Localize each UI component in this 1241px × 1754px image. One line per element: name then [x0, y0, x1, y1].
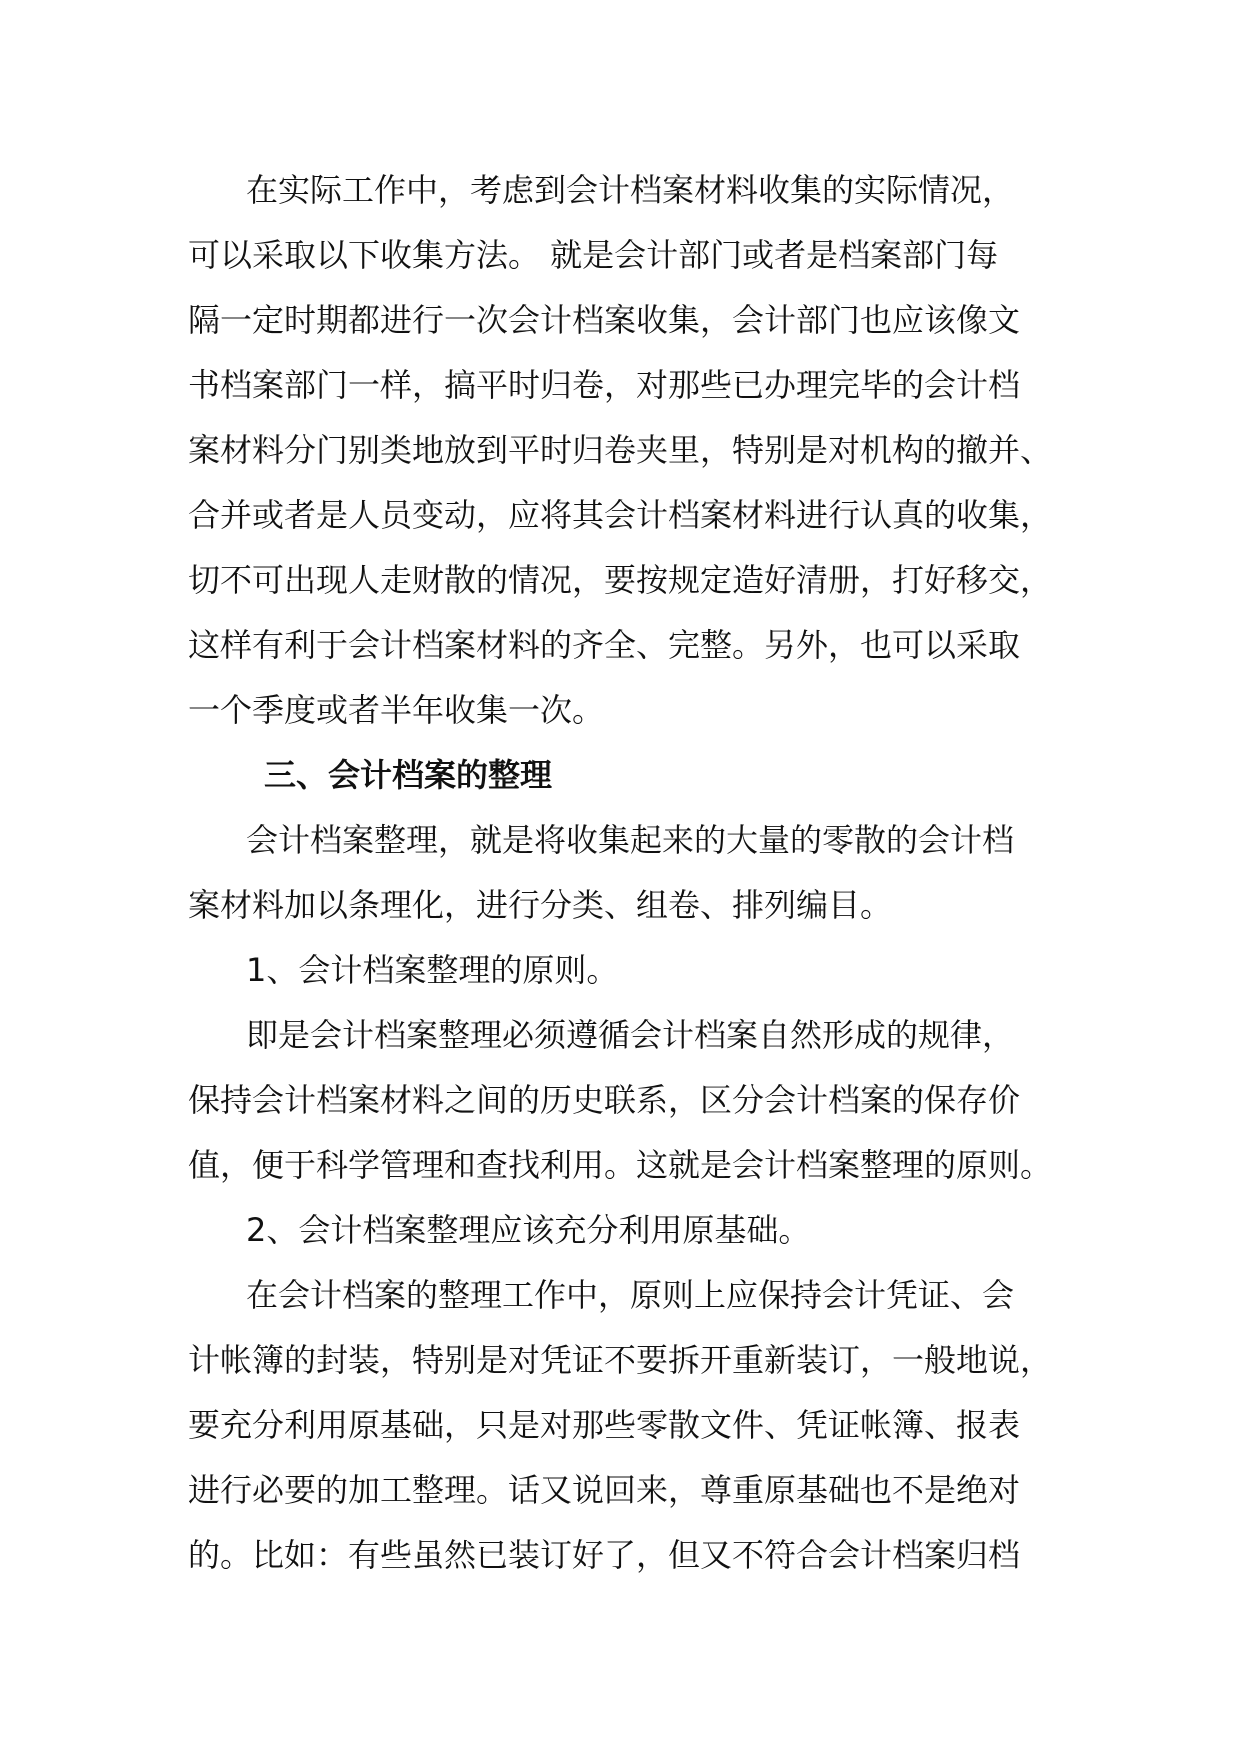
paragraph-line: 隔一定时期都进行一次会计档案收集，会计部门也应该像文	[188, 301, 1021, 339]
paragraph-line: 切不可出现人走财散的情况，要按规定造好清册，打好移交，	[188, 561, 1053, 599]
paragraph-line: 值，便于科学管理和查找利用。这就是会计档案整理的原则。	[188, 1146, 1053, 1184]
paragraph-line: 书档案部门一样，搞平时归卷，对那些已办理完毕的会计档	[188, 366, 1021, 404]
subheading-line: 1、会计档案整理的原则。	[246, 951, 619, 989]
paragraph-line: 的。比如：有些虽然已装订好了，但又不符合会计档案归档	[188, 1536, 1021, 1574]
document-body	[188, 158, 1066, 1588]
paragraph-line: 会计档案整理，就是将收集起来的大量的零散的会计档	[246, 821, 1015, 859]
paragraph-line: 可以采取以下收集方法。 就是会计部门或者是档案部门每	[188, 236, 999, 274]
paragraph-line: 计帐簿的封装，特别是对凭证不要拆开重新装订，一般地说，	[188, 1341, 1053, 1379]
paragraph-line: 这样有利于会计档案材料的齐全、完整。另外，也可以采取	[188, 626, 1021, 664]
paragraph-line: 进行必要的加工整理。话又说回来，尊重原基础也不是绝对	[188, 1471, 1021, 1509]
paragraph-line: 合并或者是人员变动，应将其会计档案材料进行认真的收集，	[188, 496, 1053, 534]
paragraph-line: 在会计档案的整理工作中，原则上应保持会计凭证、会	[246, 1276, 1015, 1314]
paragraph-line: 一个季度或者半年收集一次。	[188, 691, 605, 729]
paragraph-line: 案材料加以条理化，进行分类、组卷、排列编目。	[188, 886, 893, 924]
paragraph-line: 要充分利用原基础，只是对那些零散文件、凭证帐簿、报表	[188, 1406, 1021, 1444]
paragraph-line: 在实际工作中，考虑到会计档案材料收集的实际情况，	[246, 171, 1015, 209]
paragraph-line: 即是会计档案整理必须遵循会计档案自然形成的规律，	[246, 1016, 1015, 1054]
section-heading: 三、会计档案的整理	[264, 756, 553, 794]
paragraph-line: 保持会计档案材料之间的历史联系，区分会计档案的保存价	[188, 1081, 1021, 1119]
subheading-line: 2、会计档案整理应该充分利用原基础。	[246, 1211, 811, 1249]
paragraph-line: 案材料分门别类地放到平时归卷夹里，特别是对机构的撤并、	[188, 431, 1053, 469]
